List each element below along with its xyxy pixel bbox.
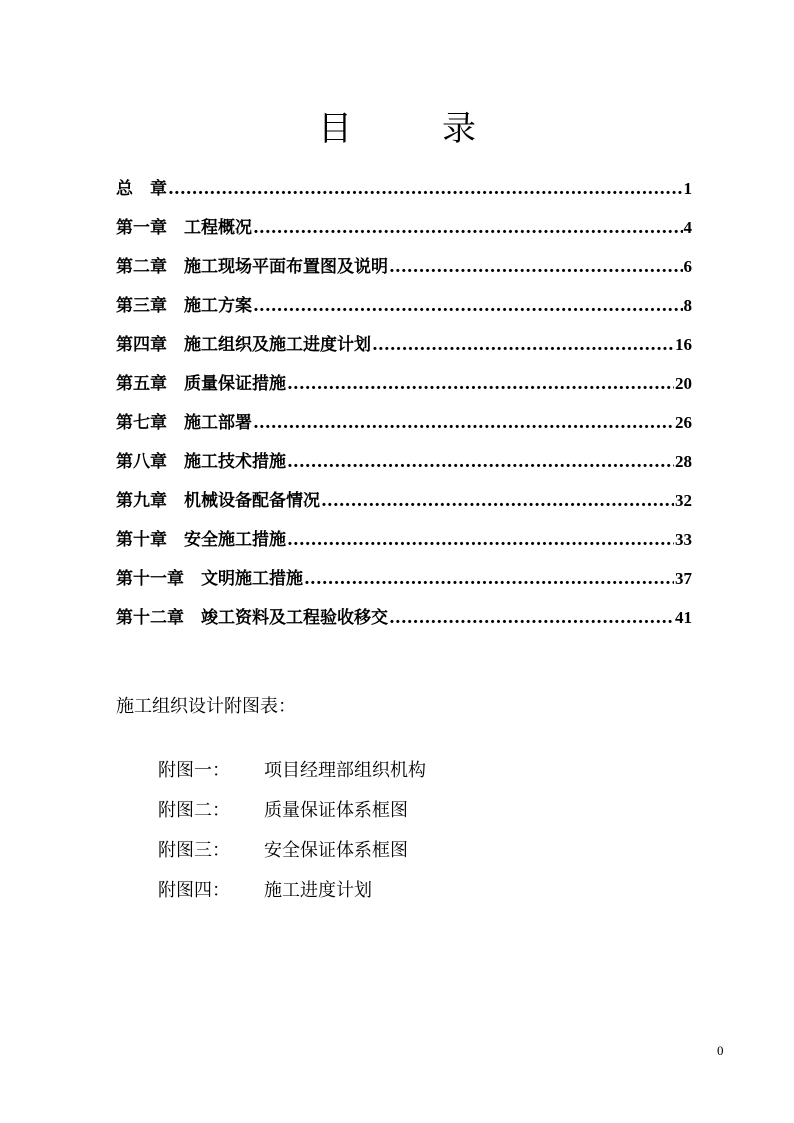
toc-page-number: 32 [675, 491, 692, 510]
toc-entry[interactable] [116, 369, 692, 408]
toc-entry[interactable] [116, 447, 692, 486]
appendix-item [158, 836, 426, 876]
toc-page-number: 6 [683, 257, 692, 276]
toc-entry[interactable] [116, 408, 692, 447]
appendix-item [158, 876, 426, 916]
toc-chapter-title: 工程概况 [184, 218, 252, 238]
page-title [0, 104, 794, 154]
toc-chapter-label: 第三章 [116, 296, 184, 316]
appendix-text: 项目经理部组织机构 [264, 760, 426, 781]
toc-entry[interactable] [116, 174, 692, 213]
toc-chapter-label: 第四章 [116, 335, 184, 355]
toc-page-number: 26 [675, 413, 692, 432]
toc-entry[interactable] [116, 252, 692, 291]
toc-dot-leader [287, 374, 674, 394]
toc-page-number: 4 [683, 218, 692, 237]
toc-chapter-label: 第八章 [116, 452, 184, 472]
toc-chapter-title: 施工方案 [184, 296, 252, 316]
appendix-heading: 施工组织设计附图表： [116, 696, 296, 717]
page-number: 0 [717, 1043, 724, 1058]
appendix-item [158, 796, 426, 836]
toc-page-number: 33 [675, 530, 692, 549]
toc-dot-leader [321, 491, 674, 511]
toc-dot-leader [287, 452, 674, 472]
toc-chapter-label: 总 章 [116, 179, 167, 199]
appendix-label: 附图三： [158, 840, 230, 861]
appendix-list [158, 756, 426, 916]
toc-dot-leader [304, 569, 674, 589]
toc-chapter-title: 施工部署 [184, 413, 252, 433]
toc-chapter-title: 机械设备配备情况 [184, 491, 320, 511]
table-of-contents [116, 174, 692, 642]
toc-entry[interactable] [116, 525, 692, 564]
toc-dot-leader [389, 608, 674, 628]
toc-entry[interactable] [116, 603, 692, 642]
appendix-label: 附图一： [158, 760, 230, 781]
toc-dot-leader [168, 179, 683, 199]
toc-chapter-title: 竣工资料及工程验收移交 [201, 608, 388, 628]
toc-page-number: 28 [675, 452, 692, 471]
toc-chapter-title: 安全施工措施 [184, 530, 286, 550]
toc-entry[interactable] [116, 564, 692, 603]
toc-entry[interactable] [116, 213, 692, 252]
toc-entry[interactable] [116, 486, 692, 525]
toc-page-number: 20 [675, 374, 692, 393]
toc-dot-leader [253, 413, 674, 433]
toc-chapter-label: 第九章 [116, 491, 184, 511]
appendix-label: 附图四： [158, 880, 230, 901]
toc-chapter-label: 第十一章 [116, 569, 201, 589]
toc-entry[interactable] [116, 291, 692, 330]
toc-chapter-label: 第十章 [116, 530, 184, 550]
toc-page-number: 1 [683, 179, 692, 198]
toc-chapter-title: 质量保证措施 [184, 374, 286, 394]
appendix-label: 附图二： [158, 800, 230, 821]
toc-chapter-title: 文明施工措施 [201, 569, 303, 589]
appendix-text: 安全保证体系框图 [264, 840, 408, 861]
toc-chapter-label: 第二章 [116, 257, 184, 277]
appendix-item [158, 756, 426, 796]
toc-chapter-label: 第十二章 [116, 608, 201, 628]
toc-dot-leader [389, 257, 683, 277]
toc-chapter-title: 施工组织及施工进度计划 [184, 335, 371, 355]
toc-page-number: 16 [675, 335, 692, 354]
toc-chapter-title: 施工现场平面布置图及说明 [184, 257, 388, 277]
toc-entry[interactable] [116, 330, 692, 369]
page-title-part1: 目 [318, 109, 352, 149]
toc-chapter-label: 第一章 [116, 218, 184, 238]
toc-page-number: 37 [675, 569, 692, 588]
page-title-part2: 录 [442, 109, 476, 149]
toc-page-number: 8 [683, 296, 692, 315]
appendix-text: 质量保证体系框图 [264, 800, 408, 821]
toc-chapter-title: 施工技术措施 [184, 452, 286, 472]
toc-dot-leader [253, 218, 683, 238]
toc-chapter-label: 第七章 [116, 413, 184, 433]
toc-chapter-label: 第五章 [116, 374, 184, 394]
appendix-text: 施工进度计划 [264, 880, 372, 901]
toc-dot-leader [253, 296, 683, 316]
toc-dot-leader [372, 335, 674, 355]
toc-dot-leader [287, 530, 674, 550]
toc-page-number: 41 [675, 608, 692, 627]
